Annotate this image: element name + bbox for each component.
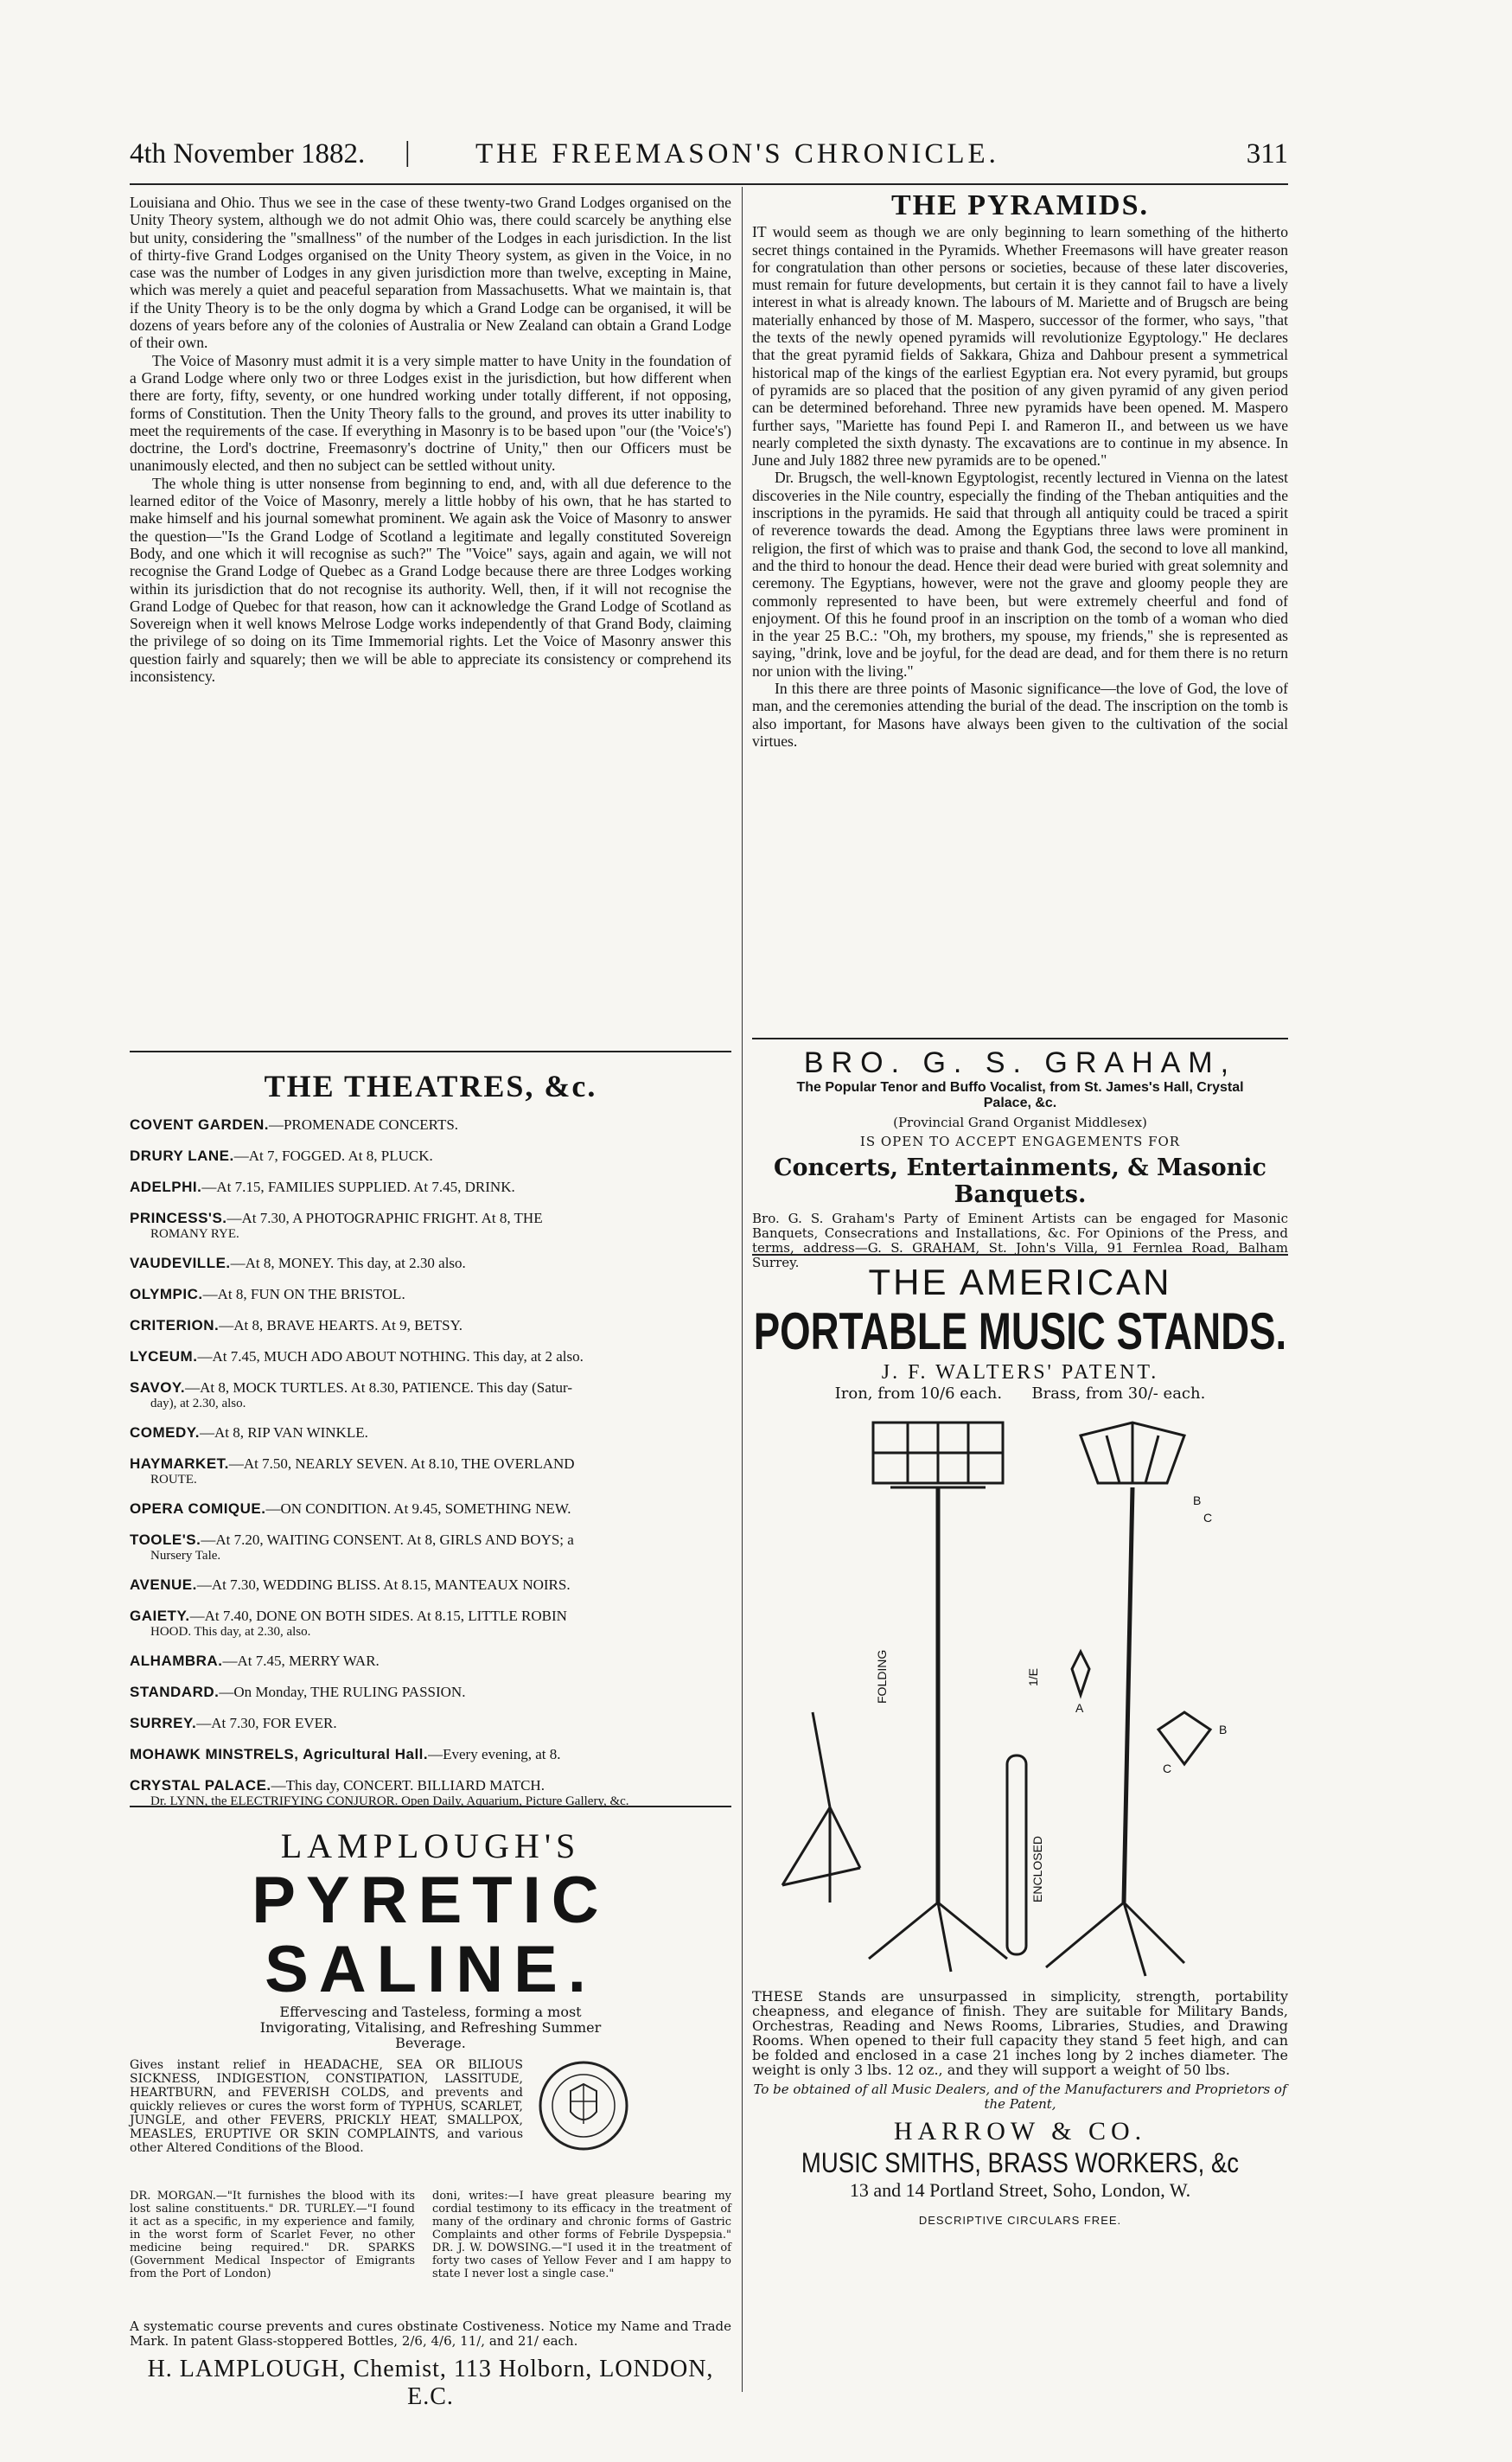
theatres-section <box>130 1068 731 1822</box>
harrow-firm: HARROW & CO. <box>893 2117 1147 2145</box>
theatre-name: SAVOY. <box>130 1379 186 1396</box>
theatre-name: DRURY LANE. <box>130 1148 234 1164</box>
theatre-entry <box>130 1746 731 1763</box>
theatre-entry <box>130 1500 731 1518</box>
theatre-programme-cont: Dr. LYNN, the ELECTRIFYING CONJUROR. Open Daily, Aquarium, Picture Gallery, &c. <box>150 1794 629 1808</box>
theatre-programme-cont: Nursery Tale. <box>150 1549 221 1563</box>
graham-name: BRO. G. S. GRAHAM, <box>803 1046 1237 1079</box>
theatre-name: CRYSTAL PALACE. <box>130 1777 271 1794</box>
article-paragraph: Louisiana and Ohio. Thus we see in the case of these twenty-two Grand Lodges organised on the Unity Theory system, although we do not admit Ohio was, there could scarcely be anything else but unity, considering the "smallness" of the number of the Lodges in each jurisdiction. In the list of thirty-five Grand Lodges organised on the Unity Theory system, as given in the Voice, in no case was the number of Lodges in any given jurisdiction more than twelve, excepting in Maine, which was merely a quiet and peaceful separation from Massachusetts. What we maintain is, that if the Unity Theory is to be the only dogma by which a Grand Lodge can be organised, it will be dozens of years before any of the colonies of Australia or New Zealand can obtain a Grand Lodge of their own. <box>130 194 731 352</box>
theatre-entry <box>130 1255 731 1272</box>
theatre-programme: —At 7.45, MUCH ADO ABOUT NOTHING. This day, at 2 also. <box>197 1348 584 1365</box>
graham-engagements: IS OPEN TO ACCEPT ENGAGEMENTS FOR <box>859 1134 1181 1149</box>
lamplough-footer: H. LAMPLOUGH, Chemist, 113 Holborn, LONDON, E.C. <box>147 2356 714 2410</box>
masthead-rule <box>130 183 1288 185</box>
theatre-name: PRINCESS'S. <box>130 1210 227 1226</box>
stands-prices: Iron, from 10/6 each. Brass, from 30/- each. <box>834 1384 1206 1403</box>
column-divider <box>742 187 743 2392</box>
theatre-programme: —At 8, FUN ON THE BRISTOL. <box>202 1286 405 1302</box>
theatre-programme-cont: ROUTE. <box>150 1473 197 1487</box>
theatre-entry <box>130 1576 731 1594</box>
theatre-name: GAIETY. <box>130 1608 190 1624</box>
theatre-entry <box>130 1455 731 1487</box>
lamplough-brand: LAMPLOUGH'S <box>280 1826 581 1865</box>
theatre-programme: —At 7.50, NEARLY SEVEN. At 8.10, THE OVERLAND <box>228 1455 575 1472</box>
harrow-address: 13 and 14 Portland Street, Soho, London, W. <box>849 2179 1191 2201</box>
lamplough-body: Gives instant relief in HEADACHE, SEA OR BILIOUS SICKNESS, INDIGESTION, CONSTIPATION, LASSITUDE, HEARTBURN, and FEVERISH COLDS, and prevents and quickly relieves or cures the worst form of TYPHUS, SCARLET, JUNGLE, and other FEVERS, PRICKLY HEAT, SMALLPOX, MEASLES, ERUPTIVE OR SKIN COMPLAINTS, and various other Altered Conditions of the Blood. <box>130 2058 523 2155</box>
theatre-programme: —At 8, BRAVE HEARTS. At 9, BETSY. <box>219 1317 463 1333</box>
pyretic-saline-title: PYRETIC SALINE. <box>252 1864 609 2006</box>
section-rule <box>130 1051 731 1052</box>
pyramids-paragraph: Dr. Brugsch, the well-known Egyptologist, recently lectured in Vienna on the latest discoveries in the Nile country, especially the finding of the Theban antiquities and the inscriptions in the pyramids. He said that through all antiquity could be traced a spirit of reverence towards the dead. Among the Egyptians three laws were prominent in religion, the first of which was to praise and thank God, the second to love all mankind, and the third to honour the dead. Hence their dead were buried with great solemnity and ceremony. The Egyptians, however, were not the grave and gloomy people they are commonly represented to have been, but were extremely cheerful and fond of enjoyment. Of this he found proof in an inscription on the tomb of a woman who died in the year 25 B.C.: "Oh, my brothers, my spouse, my friends," she is represented as saying, "drink, love and be joyful, for the dead are dead, and for them there is no return nor union with the living." <box>752 469 1288 680</box>
theatre-name: CRITERION. <box>130 1317 220 1333</box>
theatre-entry <box>130 1210 731 1241</box>
label-enclosed: ENCLOSED <box>1030 1835 1044 1902</box>
theatre-entry <box>130 1532 731 1563</box>
theatre-programme: —At 8, MOCK TURTLES. At 8.30, PATIENCE. This day (Satur- <box>185 1379 572 1396</box>
theatre-name: ALHAMBRA. <box>130 1653 223 1669</box>
music-stands-illustration <box>778 1418 1271 1980</box>
theatre-entry <box>130 1148 731 1165</box>
graham-gothic-line: Concerts, Entertainments, & Masonic Banquets. <box>774 1154 1266 1208</box>
article-paragraph: The Voice of Masonry must admit it is a very simple matter to have Unity in the foundation of a Grand Lodge where only two or three Lodges exist in the jurisdiction, but how different when there are forty, fifty, seventy, or one hundred working under totally different, if not opposing, forms of Constitution. Then the Unity Theory falls to the ground, and proves its utter inability to meet the requirements of the case. If everything in Masonry is to be based upon "our (the 'Voice's') doctrine, the Lord's doctrine, Freemasonry's doctrine of Unity," then our Officers must be unanimously elected, and then no subject can be settled without unity. <box>130 351 731 475</box>
theatre-entry <box>130 1116 731 1134</box>
theatre-entry <box>130 1715 731 1732</box>
graham-advert <box>752 1046 1288 1270</box>
theatre-programme: —This day, CONCERT. BILLIARD MATCH. <box>271 1777 545 1794</box>
theatre-entry <box>130 1684 731 1701</box>
theatre-name: COVENT GARDEN. <box>130 1116 269 1133</box>
graham-tagline: The Popular Tenor and Buffo Vocalist, from St. James's Hall, Crystal Palace, &c. <box>796 1080 1244 1110</box>
theatre-programme: —At 7.40, DONE ON BOTH SIDES. At 8.15, LITTLE ROBIN <box>189 1608 567 1624</box>
stands-circulars: DESCRIPTIVE CIRCULARS FREE. <box>918 2214 1122 2227</box>
theatre-programme-cont: day), at 2.30, also. <box>150 1397 246 1410</box>
theatre-programme: —At 8, MONEY. This day, at 2.30 also. <box>230 1255 466 1271</box>
section-rule <box>752 1254 1288 1256</box>
label-ve: 1/E <box>1026 1667 1040 1686</box>
theatre-name: OPERA COMIQUE. <box>130 1500 266 1517</box>
theatre-programme: —At 7.20, WAITING CONSENT. At 8, GIRLS AND BOYS; a <box>201 1532 574 1548</box>
theatre-name: LYCEUM. <box>130 1348 198 1365</box>
theatres-heading: THE THEATRES, &c. <box>264 1069 597 1103</box>
theatre-programme-cont: HOOD. This day, at 2.30, also. <box>150 1625 311 1639</box>
masthead <box>130 130 1288 176</box>
stands-heading: THE AMERICAN <box>868 1262 1172 1302</box>
theatre-programme: —At 7.30, FOR EVER. <box>196 1715 337 1731</box>
pyramids-paragraph: IT would seem as though we are only beginning to learn something of the hitherto secret things contained in the Pyramids. Whether Freemasons will have greater reason for congratulation than other persons or societies, because of these later discoveries, must remain for future developments, but certain it is they cannot fail to have a lively interest in what is already known. The labours of M. Mariette and of Brugsch are being materially enhanced by those of M. Maspero, successor of the former, who says, "that the texts of the newly opened pyramids will revolutionize Egyptology." He declares that the great pyramid fields of Sakkara, Ghiza and Dahbour present a symmetrical historical map of the kings of the earliest Egyptian era. Not every pyramid, but groups of pyramids are so placed that the position of any given pyramid of any given period can be determined beforehand. Three new pyramids have been opened. M. Maspero further says, "Mariette has found Pepi I. and Rameron II., and between us we have nearly completed the sixth dynasty. The excavations are to continue in my absence. In June and July 1882 three new pyramids are to be opened." <box>752 223 1288 470</box>
theatre-name: TOOLE'S. <box>130 1532 201 1548</box>
harrow-trade: MUSIC SMITHS, BRASS WORKERS, &c <box>801 2147 1240 2178</box>
graham-organist: (Provincial Grand Organist Middlesex) <box>893 1115 1147 1130</box>
theatre-programme-cont: ROMANY RYE. <box>150 1227 239 1241</box>
theatre-programme: —ON CONDITION. At 9.45, SOMETHING NEW. <box>265 1500 571 1517</box>
theatre-programme: —On Monday, THE RULING PASSION. <box>219 1684 466 1700</box>
portable-music-stands-title: PORTABLE MUSIC STANDS. <box>753 1302 1287 1360</box>
theatre-name: ADELPHI. <box>130 1179 202 1195</box>
theatre-list <box>130 1116 731 1808</box>
theatre-programme: —PROMENADE CONCERTS. <box>268 1116 459 1133</box>
theatre-entry <box>130 1653 731 1670</box>
publication-title: THE FREEMASON'S CHRONICLE. <box>475 138 999 169</box>
theatre-name: STANDARD. <box>130 1684 220 1700</box>
stands-patent: J. F. WALTERS' PATENT. <box>881 1361 1159 1384</box>
article-paragraph: The whole thing is utter nonsense from beginning to end, and, with all due deference to the learned editor of the Voice of Masonry, merely a little hobby of his own, that he has started to make himself and his journal somewhat prominent. We again ask the Voice of Masonry to answer the question—"Is the Grand Lodge of Scotland a legitimate and legally constituted Sovereign Body, and one which it will recognise as such?" The "Voice" says, again and again, we will not recognise the Grand Lodge of Quebec as a Grand Lodge because there are three Lodges working within its jurisdiction that do not recognise its authority. Well, then, if it will not recognise the Grand Lodge of Quebec for that reason, how can it acknowledge the Grand Lodge of Scotland as Sovereign when it well knows Melrose Lodge works independently of that Grand Body, claiming the privilege of so doing on its Time Immemorial rights. Let the Voice of Masonry answer this question fairly and squarely; then we will be able to appreciate its consistency or comprehend its inconsistency. <box>130 474 731 686</box>
theatre-entry <box>130 1777 731 1808</box>
label-b-top: B <box>1193 1493 1202 1507</box>
graham-body: Bro. G. S. Graham's Party of Eminent Artists can be engaged for Masonic Banquets, Consecrations and Installations, &c. For Opinions of the Press, and terms, address—G. S. GRAHAM, St. John's Villa, 91 Fernlea Road, Balham Surrey. <box>752 1211 1288 1270</box>
theatre-name: VAUDEVILLE. <box>130 1255 231 1271</box>
trade-mark-seal-icon <box>536 2058 631 2153</box>
theatre-programme: —At 7.30, A PHOTOGRAPHIC FRIGHT. At 8, THE <box>226 1210 543 1226</box>
stands-body: THESE Stands are unsurpassed in simplicity, strength, portability cheapness, and elegance of finish. They are suitable for Military Bands, Orchestras, Reading and News Rooms, Libraries, Studies, and Drawing Rooms. When opened to their full capacity they stand 5 feet high, and can be folded and enclosed in a case 21 inches long by 2 inches diameter. The weight is only 3 lbs. 12 oz., and they will support a weight of 50 lbs. <box>752 1988 1288 2078</box>
theatre-programme: —At 7.30, WEDDING BLISS. At 8.15, MANTEAUX NOIRS. <box>196 1576 571 1593</box>
theatre-name: HAYMARKET. <box>130 1455 229 1472</box>
label-c-top: C <box>1203 1511 1213 1525</box>
label-a: A <box>1075 1701 1084 1715</box>
label-b-detail: B <box>1219 1723 1228 1736</box>
theatre-name: OLYMPIC. <box>130 1286 203 1302</box>
left-article <box>130 194 731 685</box>
theatre-entry <box>130 1286 731 1303</box>
theatre-programme: —At 7, FOGGED. At 8, PLUCK. <box>233 1148 433 1164</box>
lamplough-closing: A systematic course prevents and cures obstinate Costiveness. Notice my Name and Trade Mark. In patent Glass-stoppered Bottles, 2/6, 4/6, 11/, and 21/ each. <box>130 2318 731 2349</box>
theatre-name: AVENUE. <box>130 1576 197 1593</box>
theatre-entry <box>130 1179 731 1196</box>
theatre-name: SURREY. <box>130 1715 197 1731</box>
theatre-programme: —Every evening, at 8. <box>428 1746 561 1762</box>
theatre-entry <box>130 1608 731 1639</box>
theatre-name: MOHAWK MINSTRELS, Agricultural Hall. <box>130 1746 429 1762</box>
theatre-name: COMEDY. <box>130 1424 200 1441</box>
theatre-programme: —At 7.15, FAMILIES SUPPLIED. At 7.45, DRINK. <box>201 1179 515 1195</box>
lamplough-tagline: Effervescing and Tasteless, forming a most Invigorating, Vitalising, and Refreshing Summer Beverage. <box>259 2004 602 2051</box>
theatre-entry <box>130 1424 731 1442</box>
pyramids-heading: THE PYRAMIDS. <box>890 189 1150 221</box>
stands-italic-note: To be obtained of all Music Dealers, and of the Manufacturers and Proprietors of the Patent, <box>753 2082 1287 2112</box>
issue-date: 4th November 1882. <box>130 138 366 169</box>
lamplough-testimonials-left: DR. MORGAN.—"It furnishes the blood with its lost saline constituents." DR. TURLEY.—"I found it act as a specific, in my experience and family, in the worst form of Scarlet Fever, no other medicine being required." DR. SPARKS (Government Medical Inspector of Emigrants from the Port of London) <box>130 2190 415 2280</box>
lamplough-testimonials-right: doni, writes:—I have great pleasure bearing my cordial testimony to its efficacy in the treatment of many of the ordinary and chronic forms of Gastric Complaints and other forms of Febrile Dyspepsia." DR. J. W. DOWSING.—"I used it in the treatment of forty two cases of Yellow Fever and I am happy to state I never lost a single case." <box>432 2190 731 2280</box>
theatre-entry <box>130 1348 731 1365</box>
theatre-programme: —At 7.45, MERRY WAR. <box>222 1653 380 1669</box>
music-stands-details <box>752 1989 1288 2227</box>
section-rule <box>130 1806 731 1807</box>
label-c-detail: C <box>1163 1762 1172 1775</box>
pyramids-article <box>752 189 1288 750</box>
page-number: 311 <box>1246 138 1288 169</box>
music-stands-advert <box>752 1261 1288 1403</box>
lamplough-advert <box>130 1820 731 2410</box>
theatre-entry <box>130 1317 731 1334</box>
label-folding: FOLDING <box>875 1649 889 1704</box>
theatre-programme: —At 8, RIP VAN WINKLE. <box>199 1424 368 1441</box>
pyramids-paragraph: In this there are three points of Masonic significance—the love of God, the love of man, and the ceremonies attending the burial of the dead. The inscription on the tomb is also important, for Masons have always been given to the cultivation of the social virtues. <box>752 680 1288 750</box>
section-rule <box>752 1038 1288 1039</box>
masthead-separator: | <box>405 137 411 168</box>
theatre-entry <box>130 1379 731 1410</box>
